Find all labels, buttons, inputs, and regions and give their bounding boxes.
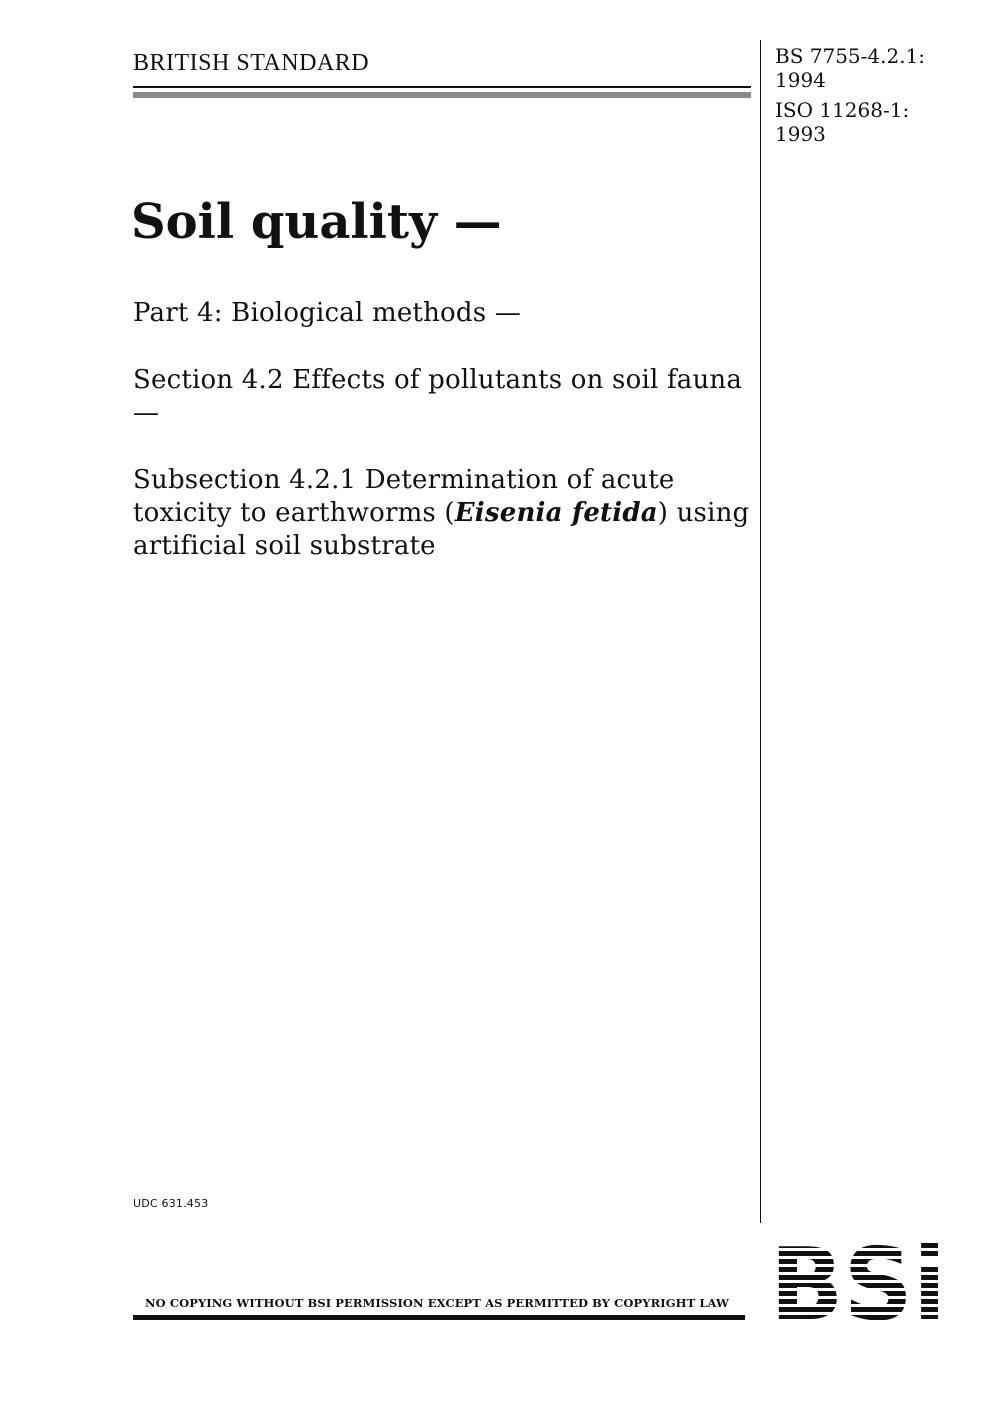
subsection-title-end: ) using artificial soil substrate <box>133 498 750 561</box>
species-name: Eisenia fetida <box>454 498 658 528</box>
vertical-divider <box>760 40 761 1223</box>
iso-number <box>775 98 980 146</box>
footer-rule <box>133 1315 745 1320</box>
bs-number <box>775 44 980 92</box>
subsection-title-start: Subsection 4.2.1 Determination of acute toxicity to earthworms ( <box>133 465 675 528</box>
section-title: Section 4.2 Effects of pollutants on soil fauna — <box>133 365 743 428</box>
iso-number-year: 1993 <box>775 122 826 146</box>
page-title: Soil quality — <box>131 194 502 250</box>
bs-number-year: 1994 <box>775 68 826 92</box>
bs-number-code: BS 7755-4.2.1: <box>775 44 926 68</box>
header-label: BRITISH STANDARD <box>133 50 370 76</box>
udc-code: UDC 631.453 <box>133 1197 209 1210</box>
part-title: Part 4: Biological methods — <box>133 298 521 328</box>
header-rule-thin <box>133 86 751 88</box>
header-rule-thick <box>133 92 751 98</box>
standard-numbers <box>775 44 980 146</box>
iso-number-code: ISO 11268-1: <box>775 98 910 122</box>
copyright-notice: NO COPYING WITHOUT BSI PERMISSION EXCEPT AS PERMITTED BY COPYRIGHT LAW <box>145 1296 730 1310</box>
subsection-title <box>133 464 753 563</box>
bsi-logo-icon <box>770 1243 946 1323</box>
